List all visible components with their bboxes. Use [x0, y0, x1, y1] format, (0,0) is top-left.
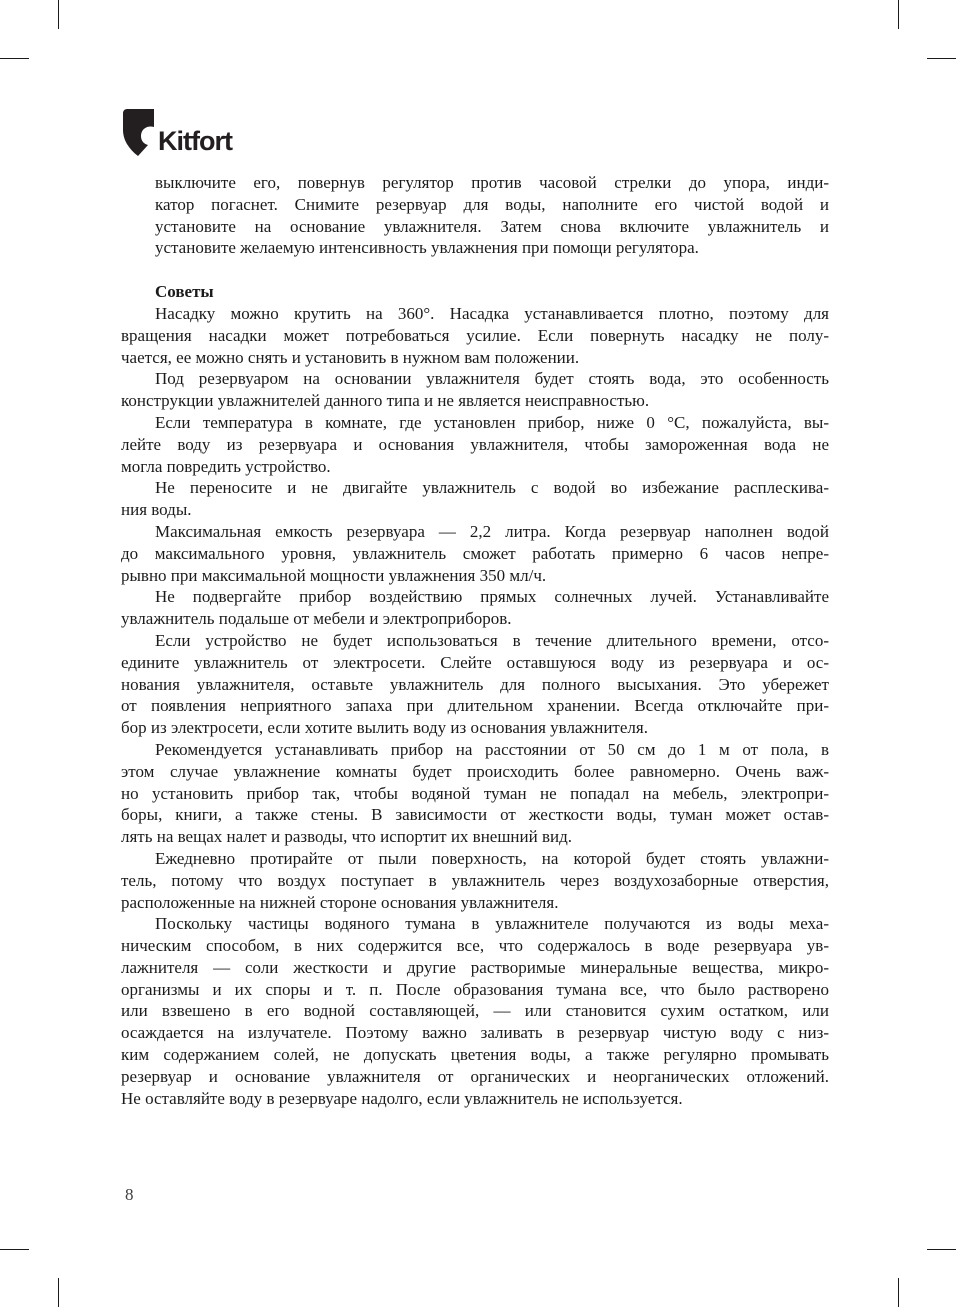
crop-mark-top-left-horizontal [0, 58, 29, 59]
text-line: резервуар и основание увлажнителя от органических и неорганических отложений. [121, 1066, 829, 1086]
paragraph [121, 739, 829, 848]
text-line: лейте воду из резервуара и основания увлажнителя, чтобы замороженная вода не [121, 434, 829, 454]
text-line: чается, ее можно снять и установить в нужном вам положении. [121, 347, 580, 367]
crop-mark-bottom-left-horizontal [0, 1249, 29, 1250]
text-line: Поскольку частицы водяного тумана в увлажнителе получаются из воды меха- [155, 914, 829, 934]
text-line: конструкции увлажнителей данного типа и не является неисправностью. [121, 391, 650, 411]
text-line: выключите его, повернув регулятор против часовой стрелки до упора, инди- [155, 173, 829, 192]
paragraph [121, 848, 829, 913]
text-line: Под резервуаром на основании увлажнителя будет стоять вода, это особенность [155, 369, 829, 389]
paragraph [121, 521, 829, 586]
text-line: рывно при максимальной мощности увлажнения 350 мл/ч. [121, 565, 547, 585]
kitfort-logo [123, 109, 232, 157]
text-line: лять на вещах налет и разводы, что испортит их внешний вид. [121, 827, 572, 847]
paragraph [121, 368, 829, 412]
paragraph [121, 913, 829, 1109]
crop-mark-bottom-right-horizontal [927, 1249, 956, 1250]
crop-mark-top-right-vertical [898, 0, 899, 29]
text-line: Насадку можно крутить на 360°. Насадка устанавливается плотно, поэтому для [155, 303, 829, 323]
paragraph [155, 172, 829, 259]
text-line: могла повредить устройство. [121, 456, 331, 476]
text-line: но установить прибор так, чтобы водяной туман не попадал на мебель, электропри- [121, 783, 829, 803]
text-line: организмы и их споры и т. п. После образования тумана все, что было растворено [121, 979, 829, 999]
text-line: Не переносите и не двигайте увлажнитель с водой во избежание расплескива- [155, 478, 829, 498]
text-line: Не оставляйте воду в резервуаре надолго, если увлажнитель не используется. [121, 1088, 683, 1108]
crop-mark-bottom-left-vertical [58, 1278, 59, 1307]
text-line: лажнителя — соли жесткости и другие растворимые минеральные вещества, микро- [121, 957, 829, 977]
text-line: Если устройство не будет использоваться в течение длительного времени, отсо- [155, 630, 829, 650]
text-line: осаждается на излучателе. Поэтому важно заливать в резервуар чистую воду с низ- [121, 1023, 829, 1043]
paragraph [121, 630, 829, 739]
text-line: боры, книги, а также стены. В зависимости от жесткости воды, туман может остав- [121, 805, 829, 825]
text-line: до максимального уровня, увлажнитель сможет работать примерно 6 часов непре- [121, 543, 829, 563]
text-line: увлажнитель подальше от мебели и электроприборов. [121, 609, 512, 629]
page-number: 8 [125, 1185, 134, 1204]
text-line: расположенные на нижней стороне основания увлажнителя. [121, 892, 559, 912]
text-line: Рекомендуется устанавливать прибор на расстоянии от 50 см до 1 м от пола, в [155, 739, 829, 759]
text-line: катор погаснет. Снимите резервуар для воды, наполните его чистой водой и [155, 194, 829, 214]
text-line: ния воды. [121, 500, 192, 520]
text-line: нования увлажнителя, оставьте увлажнитель для полного высыхания. Это убережет [121, 674, 829, 694]
text-line: Ежедневно протирайте от пыли поверхность, на которой будет стоять увлажни- [155, 848, 829, 868]
tips-heading: Советы [155, 282, 214, 302]
paragraph [121, 412, 829, 477]
text-line: или взвешено в его водной составляющей, — или становится сухим остатком, или [121, 1001, 829, 1021]
text-line: вращения насадки может потребоваться усилие. Если повернуть насадку не полу- [121, 325, 829, 345]
text-line: бор из электросети, если хотите вылить воду из основания увлажнителя. [121, 718, 648, 738]
text-line: ническим способом, в них содержится все, что содержалось в воде резервуара ув- [121, 936, 829, 956]
text-line: этом случае увлажнение комнаты будет происходить более равномерно. Очень важ- [121, 761, 829, 781]
text-line: ким содержанием солей, не допускать цветения воды, а также регулярно промывать [121, 1045, 829, 1065]
text-line: установите на основание увлажнителя. Затем снова включите увлажнитель и [155, 216, 829, 236]
paragraph [121, 586, 829, 630]
kitfort-logo-text: Kitfort [158, 126, 232, 156]
manual-text [121, 172, 829, 1109]
kitfort-logo-icon [123, 109, 154, 157]
text-line: установите желаемую интенсивность увлажнения при помощи регулятора. [155, 238, 699, 258]
text-line: тель, потому что воздух поступает в увлажнитель через воздухозаборные отверстия, [121, 870, 829, 890]
crop-mark-bottom-right-vertical [898, 1278, 899, 1307]
paragraph [121, 303, 829, 368]
crop-mark-top-right-horizontal [927, 58, 956, 59]
text-line: Максимальная емкость резервуара — 2,2 литра. Когда резервуар наполнен водой [155, 521, 829, 541]
text-line: Если температура в комнате, где установлен прибор, ниже 0 °C, пожалуйста, вы- [155, 412, 829, 432]
text-line: едините увлажнитель от электросети. Слейте оставшуюся воду из резервуара и ос- [121, 652, 829, 672]
text-line: Не подвергайте прибор воздействию прямых солнечных лучей. Устанавливайте [155, 587, 829, 607]
paragraph [121, 477, 829, 521]
text-line: от появления неприятного запаха при длительном хранении. Всегда отключайте при- [121, 696, 829, 716]
crop-mark-top-left-vertical [58, 0, 59, 29]
